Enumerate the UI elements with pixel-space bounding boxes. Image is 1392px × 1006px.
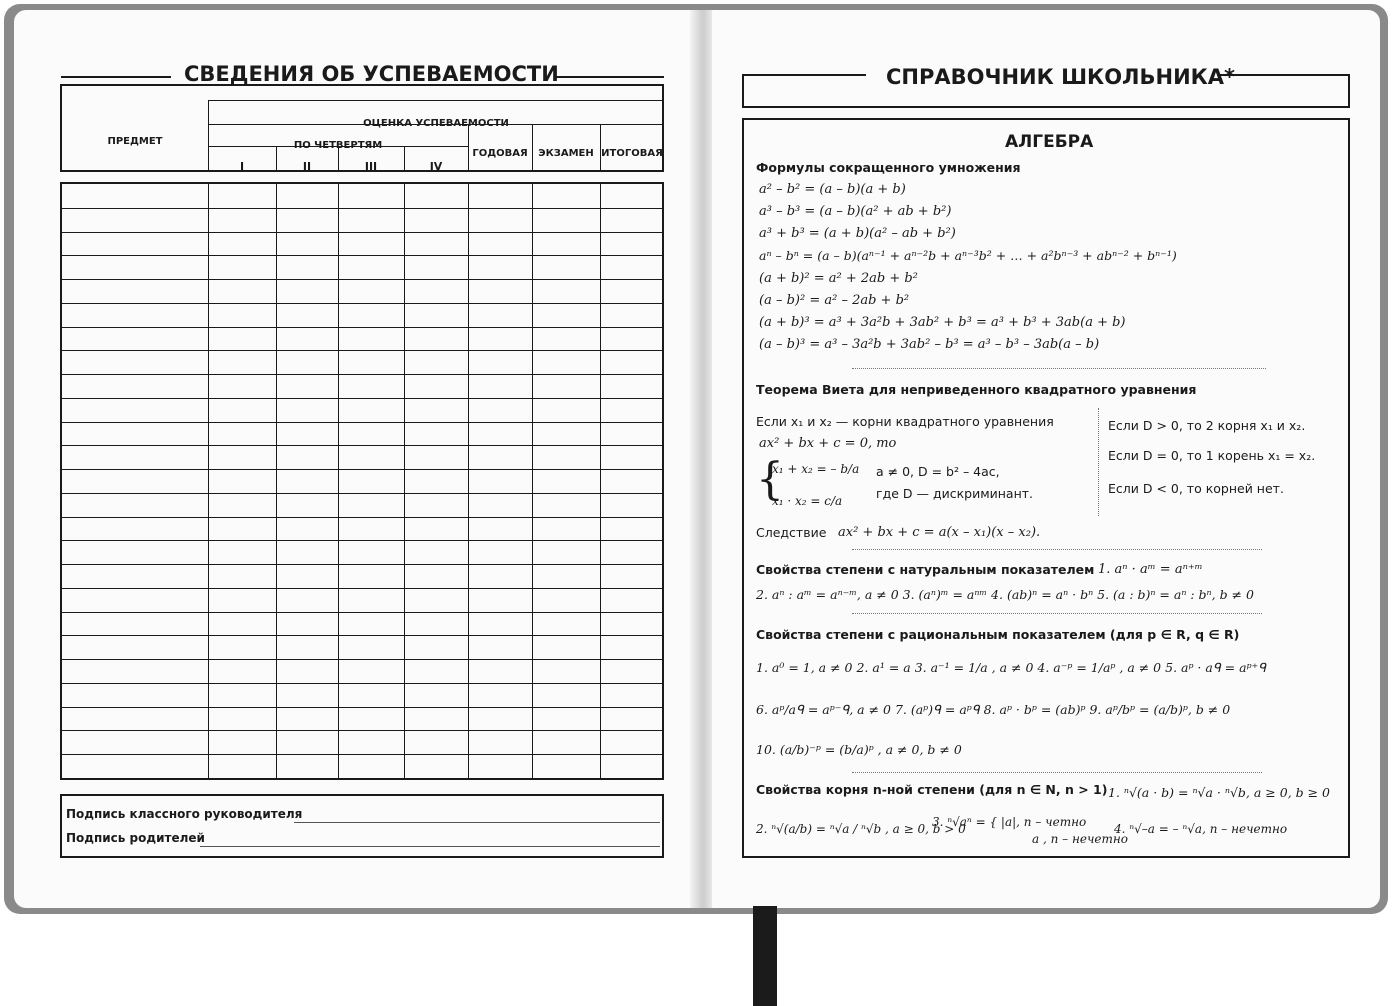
vieta-sum: x₁ + x₂ = – b/a — [772, 462, 860, 476]
header-subject: ПРЕДМЕТ — [107, 136, 163, 147]
table-row — [62, 517, 662, 518]
header-final: ИТОГОВАЯ — [601, 148, 663, 159]
quarter-2: II — [302, 160, 312, 173]
table-row — [62, 422, 662, 423]
table-row — [62, 659, 662, 660]
discriminant-zero: Если D = 0, то 1 корень x₁ = x₂. — [1108, 448, 1316, 463]
title-rule-left — [61, 76, 171, 78]
formula-8: (a – b)³ = a³ – 3a²b + 3ab² – b³ = a³ – b³ – 3ab(a – b) — [759, 337, 1100, 352]
root-property-3b: a , n – нечетно — [1032, 832, 1129, 846]
grid-column-line — [532, 184, 533, 778]
discriminant-negative: Если D < 0, то корней нет. — [1108, 481, 1284, 496]
table-row — [62, 564, 662, 565]
table-row — [62, 327, 662, 328]
quarter-3: III — [364, 160, 378, 173]
parents-signature-line[interactable] — [200, 846, 660, 847]
teacher-signature-label: Подпись классного руководителя — [66, 807, 303, 821]
vieta-product: x₁ · x₂ = c/a — [772, 494, 843, 508]
root-property-4: 4. ⁿ√–a = – ⁿ√a, n – нечетно — [1114, 822, 1288, 836]
header-annual: ГОДОВАЯ — [472, 148, 528, 159]
table-row — [62, 588, 662, 589]
rational-powers-line-2: 6. aᵖ/aᑫ = aᵖ⁻ᑫ, a ≠ 0 7. (aᵖ)ᑫ = aᵖᑫ 8. aᵖ · bᵖ = (ab)ᵖ 9. aᵖ/bᵖ = (a/b)ᵖ, b ≠ 0 — [756, 702, 1231, 717]
natural-powers-line: 2. aⁿ : aᵐ = aⁿ⁻ᵐ, a ≠ 0 3. (aⁿ)ᵐ = aⁿᵐ 4. (ab)ⁿ = aⁿ · bⁿ 5. (a : b)ⁿ = aⁿ : bⁿ, b ≠ 0 — [756, 587, 1254, 602]
formula-2: a³ – b³ = (a – b)(a² + ab + b²) — [759, 204, 952, 219]
table-row — [62, 730, 662, 731]
vertical-divider — [1098, 408, 1099, 516]
table-row — [62, 255, 662, 256]
teacher-signature-line[interactable] — [294, 822, 660, 823]
table-row — [62, 374, 662, 375]
rational-powers-line-1: 1. a⁰ = 1, a ≠ 0 2. a¹ = a 3. a⁻¹ = 1/a , a ≠ 0 4. a⁻ᵖ = 1/aᵖ , a ≠ 0 5. aᵖ · aᑫ = aᵖ⁺ᑫ — [756, 660, 1267, 675]
divider — [852, 613, 1262, 614]
grades-header-box — [60, 84, 664, 172]
abbrev-title: Формулы сокращенного умножения — [756, 160, 1021, 175]
left-page — [14, 10, 694, 908]
root-property-2: 2. ⁿ√(a/b) = ⁿ√a / ⁿ√b , a ≥ 0, b > 0 — [756, 822, 966, 836]
rational-powers-title: Свойства степени с рациональным показателем (для p ∈ R, q ∈ R) — [756, 627, 1240, 642]
quarter-4: IV — [429, 160, 443, 173]
page-title: СПРАВОЧНИК ШКОЛЬНИКА* — [886, 65, 1236, 89]
grid-column-line — [276, 184, 277, 778]
title-rule-right — [1220, 74, 1350, 76]
table-row — [62, 707, 662, 708]
table-row — [62, 683, 662, 684]
vieta-intro-2: ax² + bx + c = 0, то — [759, 436, 897, 451]
vieta-condition-2: где D — дискриминант. — [876, 486, 1034, 501]
root-property-3a: 3. ⁿ√aⁿ = { |a|, n – четно — [932, 815, 1087, 829]
corollary-label: Следствие — [756, 525, 827, 540]
table-row — [62, 303, 662, 304]
grid-column-line — [338, 184, 339, 778]
table-row — [62, 208, 662, 209]
divider — [852, 368, 1266, 369]
signature-box — [60, 794, 664, 858]
grid-column-line — [600, 184, 601, 778]
rational-powers-line-3: 10. (a/b)⁻ᵖ = (b/a)ᵖ , a ≠ 0, b ≠ 0 — [756, 742, 962, 757]
table-row — [62, 445, 662, 446]
table-row — [62, 754, 662, 755]
parents-signature-label: Подпись родителей — [66, 831, 205, 845]
quarter-1: I — [239, 160, 245, 173]
table-row — [62, 540, 662, 541]
header-grades: ОЦЕНКА УСПЕВАЕМОСТИ — [363, 118, 509, 129]
table-row — [62, 398, 662, 399]
title-rule-left — [742, 74, 866, 76]
table-row — [62, 232, 662, 233]
divider — [852, 549, 1262, 550]
natural-powers-title: Свойства степени с натуральным показателем — [756, 562, 1095, 577]
formula-3: a³ + b³ = (a + b)(a² – ab + b²) — [759, 226, 956, 241]
header-quarters: ПО ЧЕТВЕРТЯМ — [293, 140, 383, 151]
divider — [852, 772, 1262, 773]
grid-column-line — [404, 184, 405, 778]
formula-5: (a + b)² = a² + 2ab + b² — [759, 271, 918, 286]
vieta-intro-1: Если x₁ и x₂ — корни квадратного уравнения — [756, 414, 1054, 429]
formula-1: a² – b² = (a – b)(a + b) — [759, 182, 906, 197]
natural-power-1: 1. aⁿ · aᵐ = aⁿ⁺ᵐ — [1098, 562, 1203, 577]
roots-title: Свойства корня n-ной степени (для n ∈ N, n > 1) — [756, 782, 1108, 797]
table-row — [62, 635, 662, 636]
vieta-condition-1: a ≠ 0, D = b² – 4ac, — [876, 464, 1000, 479]
vieta-title: Теорема Виета для неприведенного квадратного уравнения — [756, 382, 1197, 397]
table-row — [62, 350, 662, 351]
grid-column-line — [468, 184, 469, 778]
table-row — [62, 612, 662, 613]
right-page — [712, 10, 1380, 908]
header-exam: ЭКЗАМЕН — [538, 148, 594, 159]
formula-4: aⁿ – bⁿ = (a – b)(aⁿ⁻¹ + aⁿ⁻²b + aⁿ⁻³b² + … + a²bⁿ⁻³ + abⁿ⁻² + bⁿ⁻¹) — [759, 248, 1177, 263]
bookmark-ribbon[interactable] — [753, 906, 777, 1006]
formula-6: (a – b)² = a² – 2ab + b² — [759, 293, 910, 308]
table-row — [62, 279, 662, 280]
formula-7: (a + b)³ = a³ + 3a²b + 3ab² + b³ = a³ + b³ + 3ab(a + b) — [759, 315, 1126, 330]
page-title: СВЕДЕНИЯ ОБ УСПЕВАЕМОСТИ — [184, 62, 559, 86]
root-property-1: 1. ⁿ√(a · b) = ⁿ√a · ⁿ√b, a ≥ 0, b ≥ 0 — [1108, 785, 1331, 800]
discriminant-positive: Если D > 0, то 2 корня x₁ и x₂. — [1108, 418, 1306, 433]
section-title: АЛГЕБРА — [1005, 132, 1094, 152]
grades-grid — [60, 182, 664, 780]
system-brace: { — [756, 454, 784, 505]
table-row — [62, 493, 662, 494]
corollary-formula: ax² + bx + c = a(x – x₁)(x – x₂). — [838, 525, 1041, 540]
title-rule-right — [556, 76, 664, 78]
table-row — [62, 469, 662, 470]
grid-column-line — [208, 184, 209, 778]
